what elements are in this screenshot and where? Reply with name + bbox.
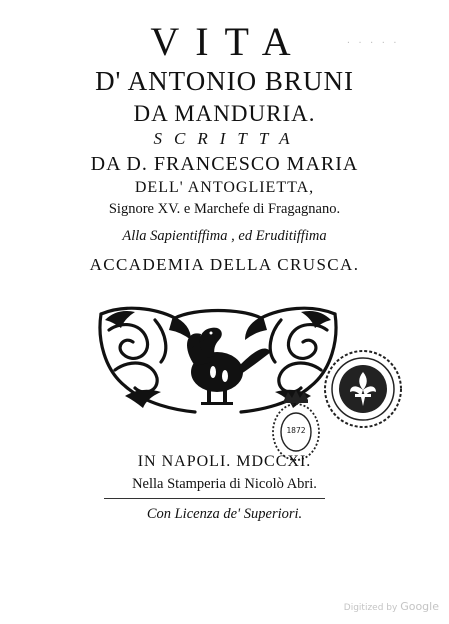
dedication-academy: ACCADEMIA DELLA CRUSCA. [89, 255, 360, 274]
author-family: DELL' ANTOGLIETTA, [134, 179, 315, 196]
title-author-subject: D' ANTONIO BRUNI [95, 66, 354, 96]
digitized-brand: Google [400, 600, 439, 613]
shelf-mark: · · · · · [346, 38, 399, 47]
divider-rule [104, 498, 325, 499]
digitized-prefix: Digitized by [343, 603, 398, 613]
author-name: DA D. FRANCESCO MARIA [90, 153, 359, 175]
library-stamp-lily-icon [322, 348, 404, 430]
author-title: Signore XV. e Marchefe di Fragagnano. [108, 201, 341, 217]
title-vita: VITA [150, 19, 307, 64]
imprint-place-date: IN NAPOLI. MDCCXI. [137, 453, 312, 470]
stamp-year: 1872 [286, 426, 306, 435]
license-line: Con Licenza de' Superiori. [146, 506, 303, 522]
imprint-printer: Nella Stamperia di Nicolò Abri. [132, 476, 317, 492]
dedication: Alla Sapientiffima , ed Eruditiffima [122, 228, 327, 244]
title-scritta: SCRITTA [153, 129, 302, 148]
digitized-watermark [344, 600, 439, 613]
title-origin: DA MANDURIA. [133, 101, 316, 126]
